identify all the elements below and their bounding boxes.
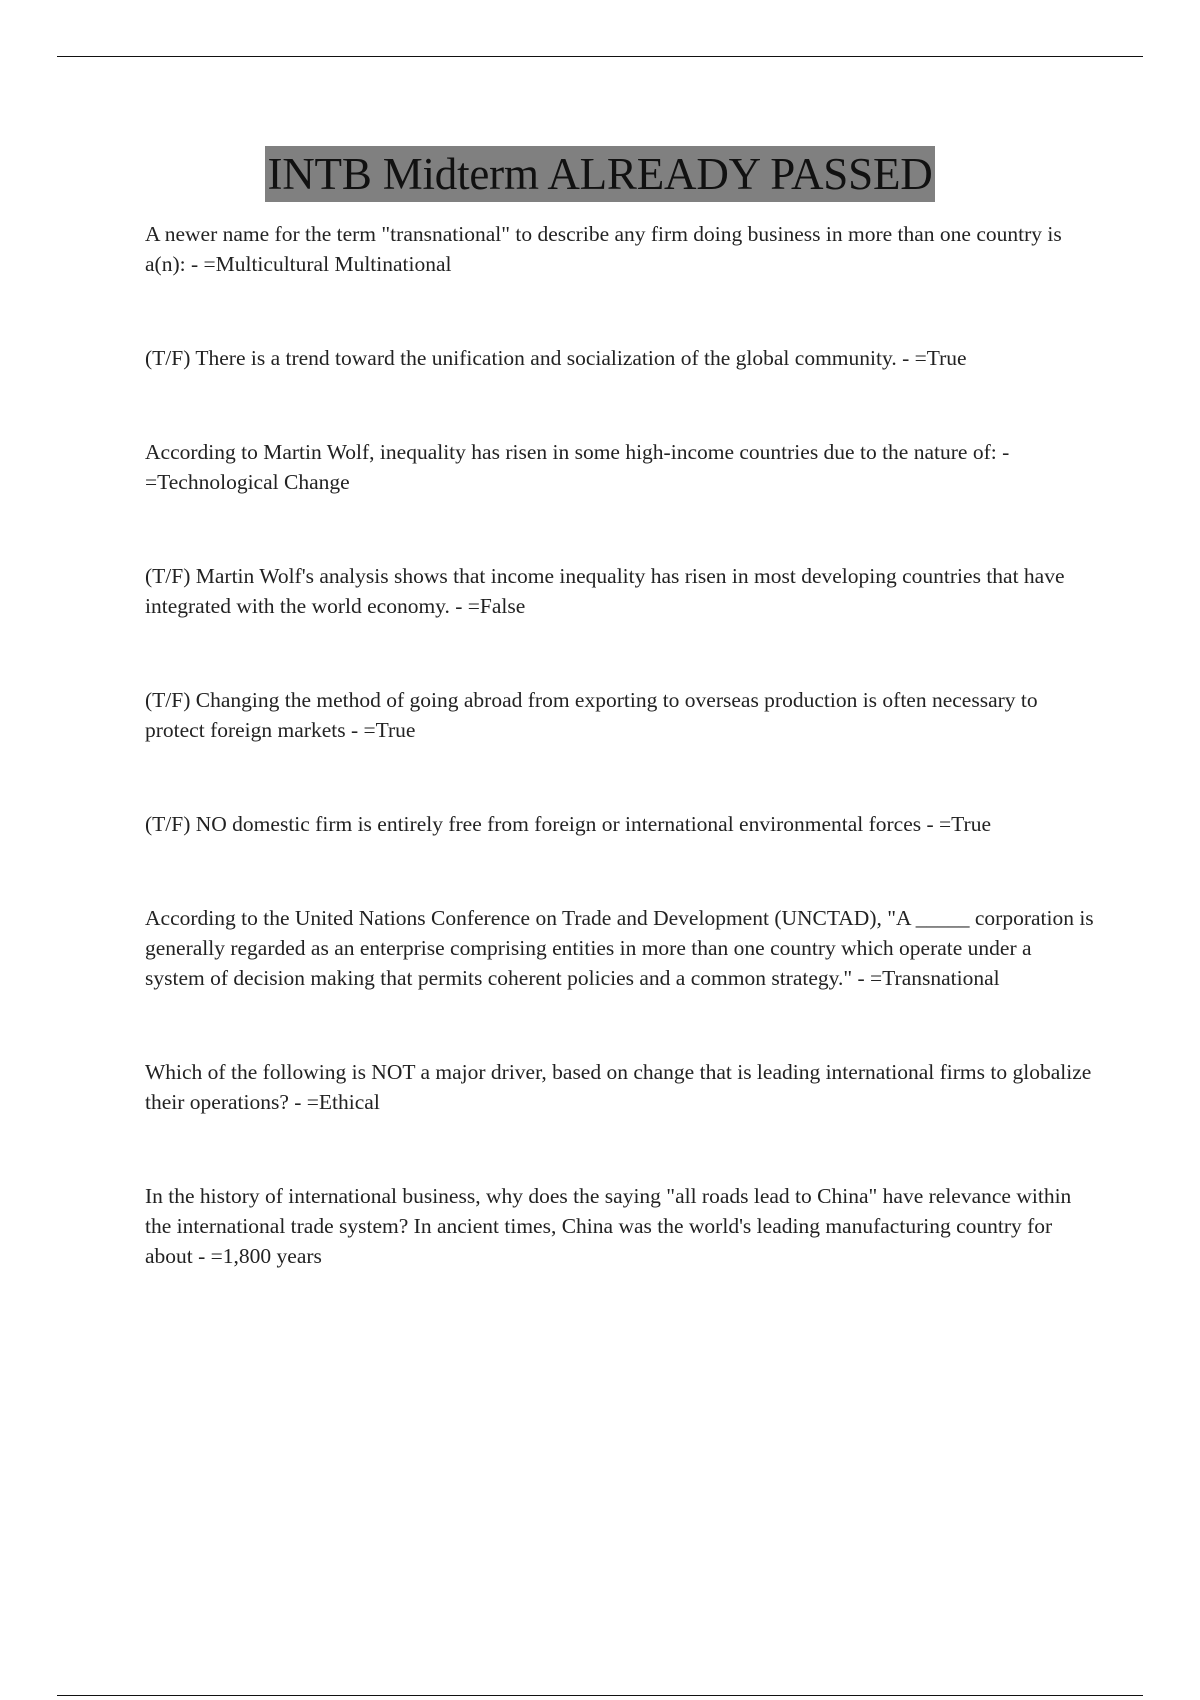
- question-item-8: Which of the following is NOT a major driver, based on change that is leading international firms to globalize their operations? - =Ethical: [145, 1060, 1092, 1114]
- question-item-5: (T/F) Changing the method of going abroad from exporting to overseas production is often necessary to protect foreign markets - =True: [145, 688, 1038, 742]
- question-item-2: (T/F) There is a trend toward the unification and socialization of the global community. - =True: [145, 346, 967, 370]
- bottom-divider: [57, 1695, 1143, 1696]
- question-item-1: A newer name for the term "transnational" to describe any firm doing business in more than one country is a(n): - =Multicultural Multinational: [145, 222, 1062, 276]
- title-container: [0, 146, 1200, 202]
- question-item-3: According to Martin Wolf, inequality has risen in some high-income countries due to the nature of: - =Technological Change: [145, 440, 1010, 494]
- question-item-7: According to the United Nations Conference on Trade and Development (UNCTAD), "A _____ corporation is generally regarded as an enterprise comprising entities in more than one country which operate under a system of decision making that permits coherent policies and a common strategy." - =Transnational: [145, 906, 1094, 990]
- question-item-4: (T/F) Martin Wolf's analysis shows that income inequality has risen in most developing countries that have integrated with the world economy. - =False: [145, 564, 1065, 618]
- question-item-6: (T/F) NO domestic firm is entirely free from foreign or international environmental forces - =True: [145, 812, 991, 836]
- question-item-9: In the history of international business, why does the saying "all roads lead to China" have relevance within the international trade system? In ancient times, China was the world's leading manufacturing country for about - =1,800 years: [145, 1184, 1072, 1268]
- question-list: [145, 219, 1095, 1271]
- document-title: INTB Midterm ALREADY PASSED: [265, 146, 934, 202]
- top-divider: [57, 56, 1143, 57]
